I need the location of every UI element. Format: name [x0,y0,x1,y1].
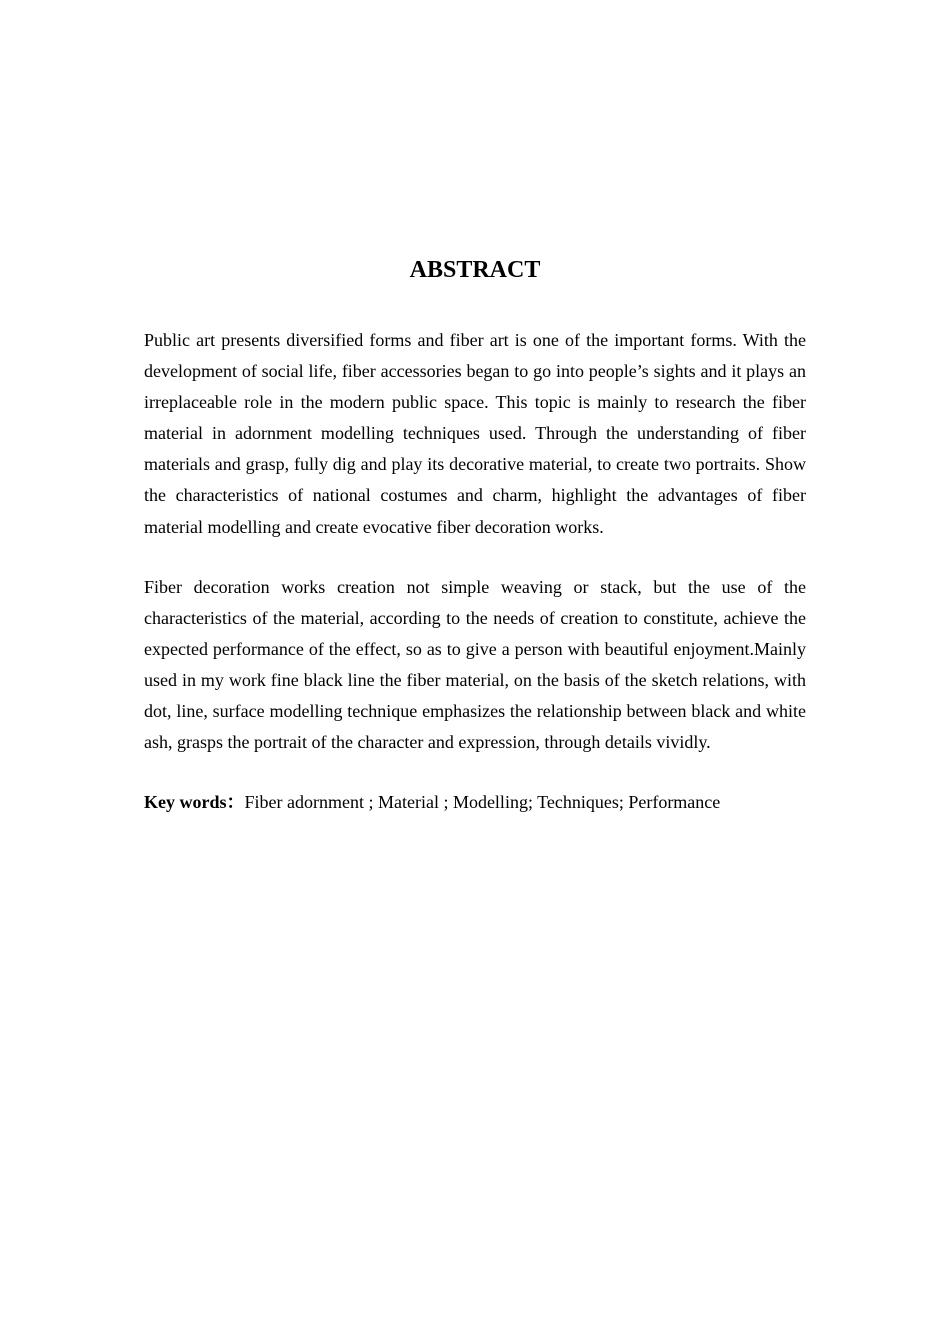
abstract-paragraph-2: Fiber decoration works creation not simple weaving or stack, but the use of the characteristics of the material, according to the needs of creation to constitute, achieve the expected performance of the effect, so as to give a person with beautiful enjoyment.Mainly used in my work fine black line the fiber material, on the basis of the sketch relations, with dot, line, surface modelling technique emphasizes the relationship between black and white ash, grasps the portrait of the character and expression, through details vividly. [144,576,806,753]
keywords-label: Key words： [144,792,245,813]
abstract-paragraph-1: Public art presents diversified forms and fiber art is one of the important forms. With the development of social life, fiber accessories began to go into people’s sights and it plays an irreplaceable role in the modern public space. This topic is mainly to research the fiber material in adornment modelling techniques used. Through the understanding of fiber materials and grasp, fully dig and play its decorative material, to create two portraits. Show the characteristics of national costumes and charm, highlight the advantages of fiber material modelling and create evocative fiber decoration works. [144,330,806,537]
keywords-text: Fiber adornment ; Material ; Modelling; Techniques; Performance [244,792,721,813]
abstract-title: ABSTRACT [409,257,541,283]
abstract-section [144,254,806,818]
keywords-line [144,787,806,818]
